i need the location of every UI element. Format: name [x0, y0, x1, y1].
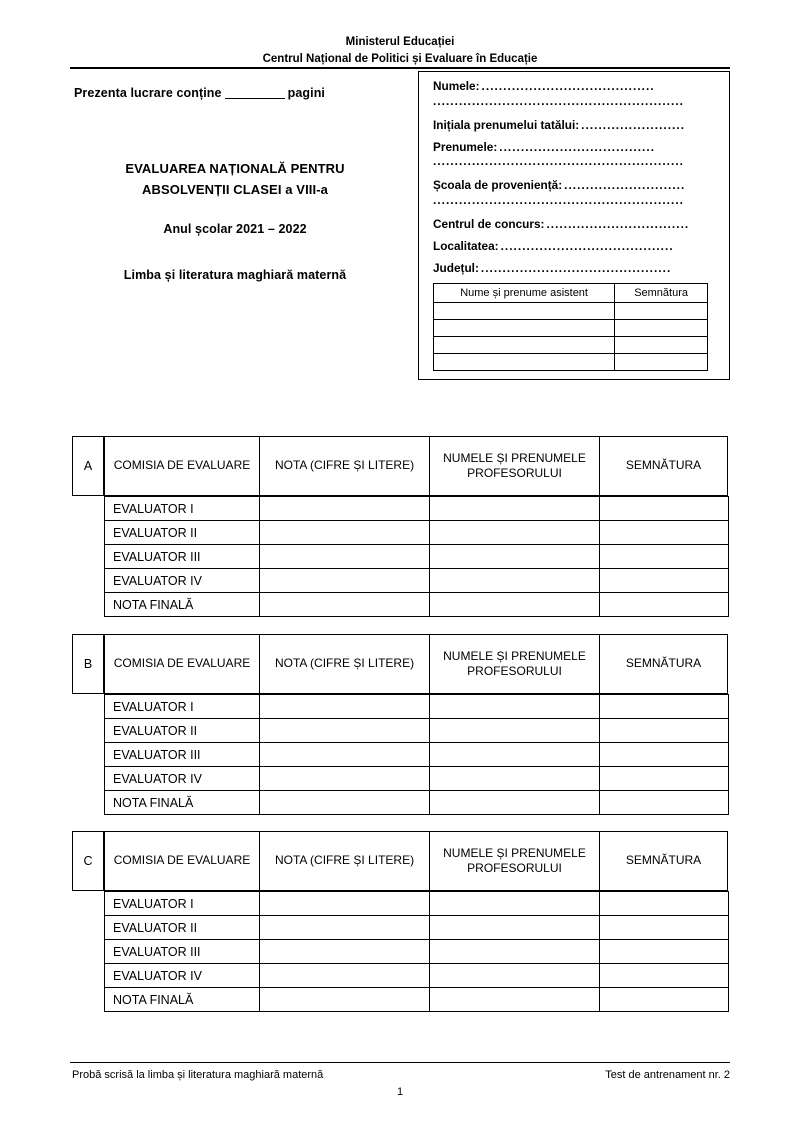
column-header-comisia: COMISIA DE EVALUARE	[104, 437, 259, 495]
id-dots-scoala-continuation: ..........................................................	[433, 195, 684, 208]
cell-semnatura[interactable]	[600, 497, 729, 521]
table-row[interactable]	[105, 988, 729, 1012]
cell-semnatura[interactable]	[600, 521, 729, 545]
id-dots-numele-continuation: ..........................................................	[433, 95, 684, 108]
column-header-profesor: NUMELE ȘI PRENUMELE PROFESORULUI	[429, 832, 599, 890]
pages-blank-field[interactable]	[225, 98, 285, 99]
column-header-nota: NOTA (CIFRE ȘI LITERE)	[259, 635, 429, 693]
column-header-nota: NOTA (CIFRE ȘI LITERE)	[259, 437, 429, 495]
id-dots-localitatea: ........................................	[500, 240, 674, 253]
table-row[interactable]	[105, 892, 729, 916]
id-field-numele[interactable]	[433, 81, 715, 93]
table-row[interactable]	[105, 497, 729, 521]
table-row[interactable]	[105, 767, 729, 791]
header-divider	[70, 67, 730, 69]
assistant-col-signature: Semnătura	[615, 283, 708, 302]
cell-nota[interactable]	[260, 521, 430, 545]
evaluation-rows-a	[104, 496, 729, 617]
cell-profesor[interactable]	[430, 964, 600, 988]
cell-nota[interactable]	[260, 593, 430, 617]
cell-semnatura[interactable]	[600, 593, 729, 617]
exam-title	[70, 158, 400, 200]
id-label-scoala-provenienta: Școala de proveniență:	[433, 178, 563, 193]
id-dots-scoala-provenienta: ............................	[564, 180, 686, 193]
cell-profesor[interactable]	[430, 892, 600, 916]
row-label-nota-finala: NOTA FINALĂ	[105, 593, 260, 617]
column-header-profesor: NUMELE ȘI PRENUMELE PROFESORULUI	[429, 635, 599, 693]
id-dots-judetul: ............................................	[480, 262, 672, 275]
row-label-evaluator-2: EVALUATOR II	[105, 719, 260, 743]
id-field-centrul-concurs[interactable]	[433, 219, 715, 231]
cell-semnatura[interactable]	[600, 791, 729, 815]
page-number: 1	[396, 1086, 404, 1098]
cell-profesor[interactable]	[430, 767, 600, 791]
cell-profesor[interactable]	[430, 695, 600, 719]
assistant-signature-cell[interactable]	[615, 353, 708, 370]
table-row[interactable]	[434, 353, 708, 370]
cell-semnatura[interactable]	[600, 988, 729, 1012]
row-label-nota-finala: NOTA FINALĂ	[105, 988, 260, 1012]
cell-profesor[interactable]	[430, 521, 600, 545]
ministry-line-1: Ministerul Educației	[345, 36, 455, 48]
table-row[interactable]	[105, 964, 729, 988]
id-dots-initiala-tatalui: ........................	[581, 119, 686, 132]
id-dots-prenumele-continuation: ..........................................................	[433, 156, 684, 169]
exam-info-block	[70, 86, 400, 282]
cell-semnatura[interactable]	[600, 940, 729, 964]
cell-nota[interactable]	[260, 964, 430, 988]
assistant-table-header-row	[434, 283, 708, 302]
row-label-evaluator-2: EVALUATOR II	[105, 916, 260, 940]
column-header-nota: NOTA (CIFRE ȘI LITERE)	[259, 832, 429, 890]
table-row[interactable]	[105, 593, 729, 617]
exam-title-line-1: EVALUAREA NAȚIONALĂ PENTRU	[125, 161, 345, 176]
evaluation-header-c	[72, 831, 728, 891]
id-label-numele: Numele:	[433, 79, 480, 93]
evaluation-letter-c: C	[72, 831, 104, 891]
assistant-signature-cell[interactable]	[615, 319, 708, 336]
ministry-line-2: Centrul Național de Politici și Evaluare în Educație	[262, 52, 538, 65]
evaluation-rows-b	[104, 694, 729, 815]
ministry-header	[70, 34, 730, 67]
table-row[interactable]	[105, 916, 729, 940]
cell-profesor[interactable]	[430, 940, 600, 964]
evaluation-letter-b: B	[72, 634, 104, 694]
footer-divider	[70, 1062, 730, 1063]
column-header-profesor: NUMELE ȘI PRENUMELE PROFESORULUI	[429, 437, 599, 495]
cell-semnatura[interactable]	[600, 892, 729, 916]
table-row[interactable]	[105, 791, 729, 815]
row-label-evaluator-1: EVALUATOR I	[105, 892, 260, 916]
cell-semnatura[interactable]	[600, 743, 729, 767]
footer-test-label: Test de antrenament nr. 2	[605, 1069, 730, 1081]
cell-nota[interactable]	[260, 916, 430, 940]
id-label-centrul-concurs: Centrul de concurs:	[433, 217, 545, 232]
cell-semnatura[interactable]	[600, 719, 729, 743]
assistant-table-body	[434, 302, 708, 370]
cell-nota[interactable]	[260, 569, 430, 593]
table-row[interactable]	[105, 569, 729, 593]
footer-subject-label: Probă scrisă la limba și literatura maghiară maternă	[72, 1069, 324, 1081]
row-label-evaluator-1: EVALUATOR I	[105, 695, 260, 719]
evaluation-header-b	[72, 634, 728, 694]
evaluation-rows-c	[104, 891, 729, 1012]
cell-nota[interactable]	[260, 767, 430, 791]
row-label-evaluator-3: EVALUATOR III	[105, 545, 260, 569]
cell-nota[interactable]	[260, 940, 430, 964]
row-label-evaluator-3: EVALUATOR III	[105, 743, 260, 767]
row-label-evaluator-4: EVALUATOR IV	[105, 964, 260, 988]
id-label-localitatea: Localitatea:	[433, 238, 499, 253]
table-row[interactable]	[105, 545, 729, 569]
id-field-prenumele[interactable]	[433, 139, 715, 154]
cell-profesor[interactable]	[430, 743, 600, 767]
subject-label: Limba și literatura maghiară maternă	[123, 268, 347, 283]
row-label-evaluator-3: EVALUATOR III	[105, 940, 260, 964]
table-row[interactable]	[434, 302, 708, 319]
assistant-signature-cell[interactable]	[615, 302, 708, 319]
id-dots-numele: ........................................	[481, 81, 655, 93]
assistant-signature-cell[interactable]	[615, 336, 708, 353]
evaluation-table-b	[72, 634, 728, 815]
cell-nota[interactable]	[260, 545, 430, 569]
column-header-comisia: COMISIA DE EVALUARE	[104, 832, 259, 890]
cell-semnatura[interactable]	[600, 545, 729, 569]
assistant-name-cell[interactable]	[434, 336, 615, 353]
id-field-judetul[interactable]	[433, 260, 715, 275]
cell-semnatura[interactable]	[600, 569, 729, 593]
row-label-nota-finala: NOTA FINALĂ	[105, 791, 260, 815]
column-header-semnatura: SEMNĂTURA	[599, 437, 727, 495]
pages-declaration-line	[70, 86, 400, 100]
evaluation-letter-a: A	[72, 436, 104, 496]
identification-box	[418, 71, 730, 380]
evaluation-header-a	[72, 436, 728, 496]
cell-semnatura[interactable]	[600, 767, 729, 791]
assistant-col-name: Nume și prenume asistent	[434, 283, 615, 302]
cell-profesor[interactable]	[430, 569, 600, 593]
table-row[interactable]	[105, 719, 729, 743]
id-field-scoala-provenienta[interactable]	[433, 180, 715, 192]
cell-profesor[interactable]	[430, 719, 600, 743]
row-label-evaluator-4: EVALUATOR IV	[105, 569, 260, 593]
cell-semnatura[interactable]	[600, 964, 729, 988]
id-field-initiala-tatalui[interactable]	[433, 117, 715, 132]
cell-nota[interactable]	[260, 719, 430, 743]
id-label-prenumele: Prenumele:	[433, 139, 498, 154]
cell-nota[interactable]	[260, 497, 430, 521]
cell-semnatura[interactable]	[600, 695, 729, 719]
cell-semnatura[interactable]	[600, 916, 729, 940]
cell-nota[interactable]	[260, 892, 430, 916]
id-field-localitatea[interactable]	[433, 238, 715, 253]
school-year-label: Anul școlar 2021 – 2022	[163, 222, 307, 237]
row-label-evaluator-2: EVALUATOR II	[105, 521, 260, 545]
row-label-evaluator-4: EVALUATOR IV	[105, 767, 260, 791]
assistant-signature-table	[433, 283, 708, 371]
cell-profesor[interactable]	[430, 988, 600, 1012]
table-row[interactable]	[434, 336, 708, 353]
cell-profesor[interactable]	[430, 497, 600, 521]
column-header-comisia: COMISIA DE EVALUARE	[104, 635, 259, 693]
cell-nota[interactable]	[260, 988, 430, 1012]
cell-profesor[interactable]	[430, 916, 600, 940]
table-row[interactable]	[434, 319, 708, 336]
table-row[interactable]	[105, 940, 729, 964]
column-header-semnatura: SEMNĂTURA	[599, 832, 727, 890]
cell-profesor[interactable]	[430, 545, 600, 569]
assistant-name-cell[interactable]	[434, 302, 615, 319]
exam-title-line-2: ABSOLVENȚII CLASEI a VIII-a	[142, 182, 328, 198]
table-row[interactable]	[105, 521, 729, 545]
pages-suffix-label: pagini	[287, 86, 325, 100]
id-dots-centrul-concurs: .................................	[546, 219, 690, 231]
column-header-semnatura: SEMNĂTURA	[599, 635, 727, 693]
assistant-name-cell[interactable]	[434, 319, 615, 336]
cell-profesor[interactable]	[430, 791, 600, 815]
id-label-judetul: Județul:	[433, 260, 479, 275]
cell-nota[interactable]	[260, 695, 430, 719]
table-row[interactable]	[105, 695, 729, 719]
id-dots-prenumele: ....................................	[499, 141, 656, 154]
evaluation-table-a	[72, 436, 728, 617]
cell-profesor[interactable]	[430, 593, 600, 617]
assistant-name-cell[interactable]	[434, 353, 615, 370]
table-row[interactable]	[105, 743, 729, 767]
row-label-evaluator-1: EVALUATOR I	[105, 497, 260, 521]
cell-nota[interactable]	[260, 743, 430, 767]
cell-nota[interactable]	[260, 791, 430, 815]
pages-prefix-label: Prezenta lucrare conține	[74, 86, 222, 100]
evaluation-table-c	[72, 831, 728, 1012]
id-label-initiala-tatalui: Inițiala prenumelui tatălui:	[433, 117, 580, 132]
